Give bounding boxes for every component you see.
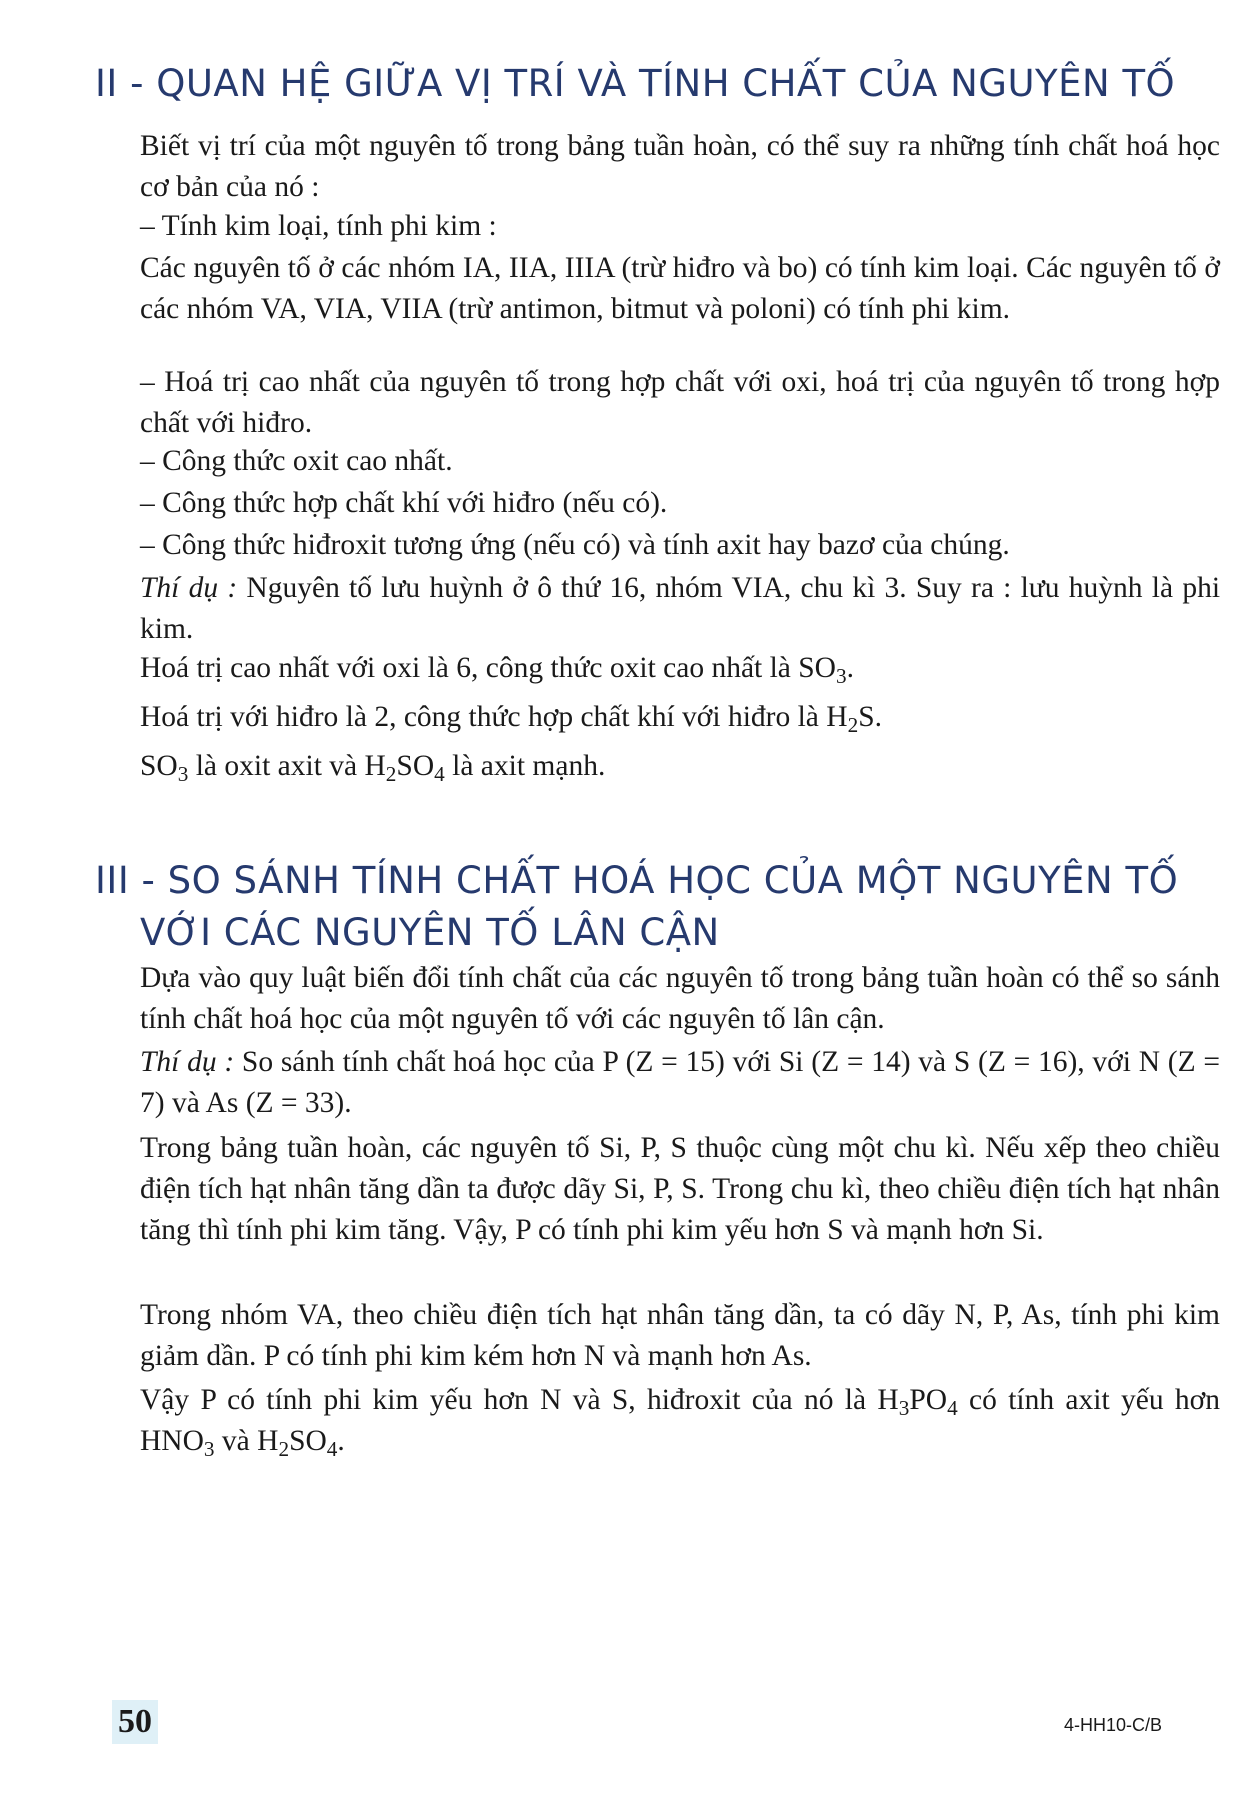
conclusion-so: SO bbox=[289, 1425, 327, 1457]
example-label: Thí dụ : bbox=[140, 1046, 235, 1078]
section-2-heading bbox=[95, 58, 1175, 110]
so4-subscript: 4 bbox=[326, 1436, 338, 1461]
book-code: 4-HH10-C/B bbox=[1064, 1715, 1163, 1735]
section-3-intro: Dựa vào quy luật biến đổi tính chất của các nguyên tố trong bảng tuần hoàn có thể so sánh tính chất hoá học của một nguyên tố với các nguyên tố lân cận. bbox=[140, 962, 1220, 1035]
oxide-line-end: . bbox=[846, 652, 854, 684]
conclusion-text-c: và H bbox=[214, 1425, 279, 1457]
property-item-metal-nonmetal: – Tính kim loại, tính phi kim : bbox=[140, 210, 497, 242]
acid-so3: SO bbox=[140, 750, 178, 782]
hydride-line-end: S. bbox=[858, 701, 882, 733]
acid-line bbox=[140, 746, 1220, 787]
h3-subscript: 3 bbox=[898, 1395, 910, 1420]
oxide-line-text: Hoá trị cao nhất với oxi là 6, công thức oxit cao nhất là SO bbox=[140, 652, 836, 684]
hydride-subscript: 2 bbox=[847, 712, 859, 737]
example-label: Thí dụ : bbox=[140, 572, 238, 604]
property-item-hydroxide: – Công thức hiđroxit tương ứng (nếu có) và tính axit hay bazơ của chúng. bbox=[140, 529, 1010, 561]
acid-so4: SO bbox=[396, 750, 435, 782]
acid-mid-text: là oxit axit và H bbox=[188, 750, 386, 782]
acid-so3-subscript: 3 bbox=[177, 761, 189, 786]
section-2-number: II - bbox=[95, 62, 144, 105]
property-item-hydride: – Công thức hợp chất khí với hiđro (nếu có). bbox=[140, 487, 668, 519]
section-3-conclusion bbox=[140, 1380, 1220, 1462]
acid-end-text: là axit mạnh. bbox=[444, 750, 606, 782]
section-2-intro: Biết vị trí của một nguyên tố trong bảng tuần hoàn, có thể suy ra những tính chất hoá học cơ bản của nó : bbox=[140, 130, 1220, 203]
acid-so4-subscript: 4 bbox=[434, 761, 445, 786]
property-item-metal-nonmetal-text: Các nguyên tố ở các nhóm IA, IIA, IIIA (trừ hiđro và bo) có tính kim loại. Các nguyên tố ở các nhóm VA, VIA, VIIA (trừ antimon, bitmut và poloni) có tính phi kim. bbox=[140, 252, 1220, 325]
section-3-number: III - bbox=[95, 859, 156, 902]
example-text: Nguyên tố lưu huỳnh ở ô thứ 16, nhóm VIA, chu kì 3. Suy ra : lưu huỳnh là phi kim. bbox=[140, 572, 1221, 645]
po4-subscript: 4 bbox=[947, 1395, 958, 1420]
conclusion-text-b: có tính axit yếu hơn HNO bbox=[140, 1384, 1220, 1457]
hydride-line-text: Hoá trị với hiđro là 2, công thức hợp chất khí với hiđro là H bbox=[140, 701, 848, 733]
conclusion-po: PO bbox=[909, 1384, 948, 1416]
section-3-example bbox=[140, 1042, 1220, 1124]
conclusion-text-a: Vậy P có tính phi kim yếu hơn N và S, hiđroxit của nó là H bbox=[140, 1384, 899, 1416]
section-3-paragraph-group: Trong nhóm VA, theo chiều điện tích hạt nhân tăng dần, ta có dãy N, P, As, tính phi kim giảm dần. P có tính phi kim kém hơn N và mạnh hơn As. bbox=[140, 1299, 1220, 1372]
h2-subscript: 2 bbox=[278, 1436, 290, 1461]
page-number: 50 bbox=[112, 1700, 158, 1744]
section-3-title-line-2: VỚI CÁC NGUYÊN TỐ LÂN CẬN bbox=[140, 911, 720, 954]
conclusion-end: . bbox=[337, 1425, 345, 1457]
no3-subscript: 3 bbox=[203, 1436, 215, 1461]
acid-h2-subscript: 2 bbox=[385, 761, 397, 786]
section-3-heading bbox=[95, 855, 1178, 959]
section-3-paragraph-period: Trong bảng tuần hoàn, các nguyên tố Si, P, S thuộc cùng một chu kì. Nếu xếp theo chiều điện tích hạt nhân tăng dần ta được dãy Si, P, S. Trong chu kì, theo chiều điện tích hạt nhân tăng thì tính phi kim tăng. Vậy, P có tính phi kim yếu hơn S và mạnh hơn Si. bbox=[140, 1132, 1220, 1246]
oxide-line bbox=[140, 648, 1220, 689]
section-2-example bbox=[140, 568, 1220, 650]
property-item-highest-oxide: – Công thức oxit cao nhất. bbox=[140, 445, 453, 477]
example-text: So sánh tính chất hoá học của P (Z = 15) với Si (Z = 14) và S (Z = 16), với N (Z = 7) và As (Z = 33). bbox=[140, 1046, 1220, 1119]
property-item-valence: – Hoá trị cao nhất của nguyên tố trong hợp chất với oxi, hoá trị của nguyên tố trong hợp chất với hiđro. bbox=[140, 366, 1220, 439]
hydride-line bbox=[140, 697, 1220, 738]
section-3-title-line-1: SO SÁNH TÍNH CHẤT HOÁ HỌC CỦA MỘT NGUYÊN TỐ bbox=[167, 859, 1179, 902]
oxide-subscript: 3 bbox=[836, 663, 847, 688]
section-2-title: QUAN HỆ GIỮA VỊ TRÍ VÀ TÍNH CHẤT CỦA NGUYÊN TỐ bbox=[156, 62, 1176, 105]
